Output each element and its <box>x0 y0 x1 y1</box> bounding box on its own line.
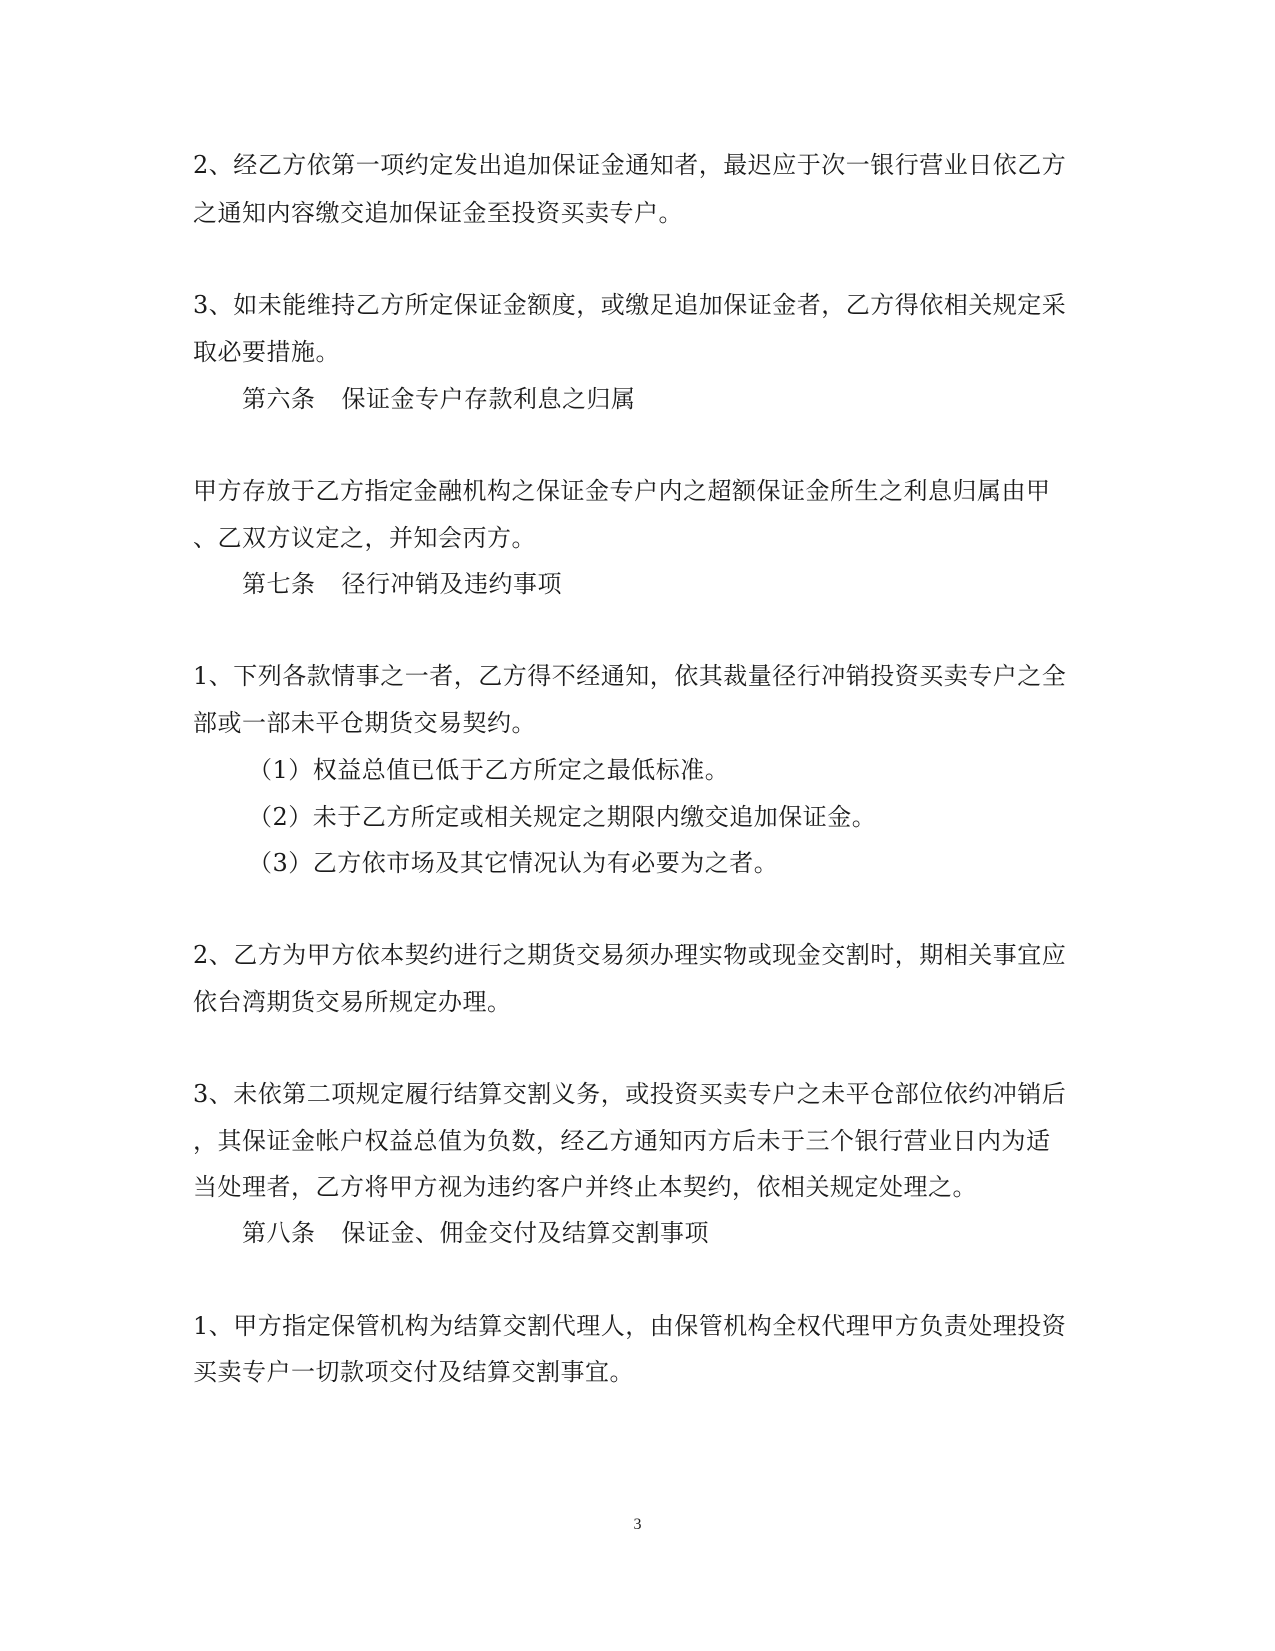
paragraph-line: 部或一部未平仓期货交易契约。 <box>193 709 536 737</box>
paragraph-line: 2、乙方为甲方依本契约进行之期货交易须办理实物或现金交割时，期相关事宜应 <box>193 941 1067 969</box>
paragraph-line: ，其保证金帐户权益总值为负数，经乙方通知丙方后未于三个银行营业日内为适 <box>193 1127 1051 1155</box>
article-heading <box>242 569 562 599</box>
paragraph-line: 依台湾期货交易所规定办理。 <box>193 988 512 1016</box>
paragraph-line: 之通知内容缴交追加保证金至投资买卖专户。 <box>193 199 683 227</box>
article-number: 第八条 <box>242 1219 316 1247</box>
list-item: （3）乙方依市场及其它情况认为有必要为之者。 <box>248 849 779 877</box>
paragraph-line: 买卖专户一切款项交付及结算交割事宜。 <box>193 1358 634 1386</box>
list-item: （1）权益总值已低于乙方所定之最低标准。 <box>248 756 730 784</box>
paragraph-line: 1、甲方指定保管机构为结算交割代理人，由保管机构全权代理甲方负责处理投资 <box>193 1312 1067 1340</box>
paragraph-line: 甲方存放于乙方指定金融机构之保证金专户内之超额保证金所生之利息归属由甲 <box>193 477 1051 505</box>
paragraph-line: 1、下列各款情事之一者，乙方得不经通知，依其裁量径行冲销投资买卖专户之全 <box>193 662 1067 690</box>
article-title: 保证金、佣金交付及结算交割事项 <box>341 1219 709 1247</box>
paragraph-line: 2、经乙方依第一项约定发出追加保证金通知者，最迟应于次一银行营业日依乙方 <box>193 151 1067 179</box>
article-number: 第七条 <box>242 570 316 598</box>
paragraph-line: 当处理者，乙方将甲方视为违约客户并终止本契约，依相关规定处理之。 <box>193 1173 977 1201</box>
article-heading <box>242 1218 709 1248</box>
list-item: （2）未于乙方所定或相关规定之期限内缴交追加保证金。 <box>248 803 877 831</box>
paragraph-line: 3、如未能维持乙方所定保证金额度，或缴足追加保证金者，乙方得依相关规定采 <box>193 291 1067 319</box>
paragraph-line: 取必要措施。 <box>193 338 340 366</box>
page-number: 3 <box>633 1516 642 1533</box>
article-number: 第六条 <box>242 385 316 413</box>
article-title: 保证金专户存款利息之归属 <box>341 385 636 413</box>
article-title: 径行冲销及违约事项 <box>341 570 562 598</box>
article-heading <box>242 384 636 414</box>
paragraph-line: 3、未依第二项规定履行结算交割义务，或投资买卖专户之未平仓部位依约冲销后 <box>193 1080 1067 1108</box>
paragraph-line: 、乙双方议定之，并知会丙方。 <box>193 524 536 552</box>
